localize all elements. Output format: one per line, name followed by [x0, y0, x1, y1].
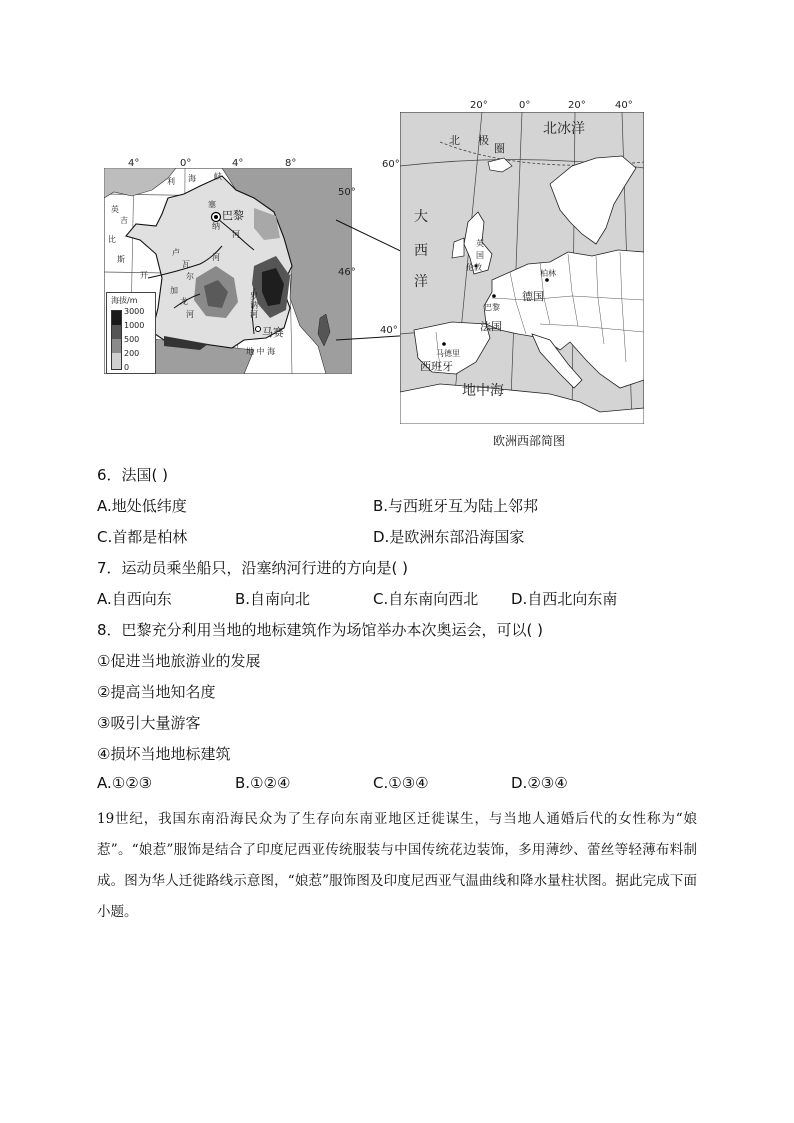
- question-8-option-b[interactable]: B.①②④: [235, 774, 291, 792]
- europe-lon-label: 40°: [615, 100, 633, 111]
- europe-lon-label: 20°: [470, 100, 488, 111]
- france-map-river-label: 河: [232, 230, 240, 239]
- question-8-option-c[interactable]: C.①③④: [373, 774, 429, 792]
- france-map-sea-label: 英: [111, 205, 119, 214]
- arctic-circle-label: 圈: [494, 142, 505, 155]
- elevation-legend-level: 0: [124, 363, 130, 372]
- france-lon-label: 4°: [232, 158, 244, 169]
- arctic-circle-label: 极: [478, 134, 489, 147]
- elevation-legend-level: 1000: [124, 321, 145, 330]
- country-label-france: 法国: [480, 320, 502, 333]
- france-map-river-label: 塞: [208, 200, 216, 209]
- elevation-legend-title: 海拔/m: [111, 296, 138, 305]
- france-lon-label: 8°: [285, 158, 297, 169]
- question-7-option-b[interactable]: B.自南向北: [235, 590, 311, 608]
- country-label-germany: 德国: [522, 290, 544, 303]
- question-6-stem: 6．法国( ): [97, 466, 169, 484]
- question-7-option-a[interactable]: A.自西向东: [97, 590, 172, 608]
- question-7-stem: 7．运动员乘坐船只，沿塞纳河行进的方向是( ): [97, 559, 409, 577]
- france-map-sea-label: 利: [167, 177, 175, 186]
- france-map-river-label: 龙: [180, 297, 188, 306]
- city-label-berlin: 柏林: [540, 269, 556, 278]
- france-map-sea-label: 地 中 海: [246, 347, 276, 356]
- france-map-sea-label: 比: [108, 235, 116, 244]
- europe-map-graphic: [400, 112, 644, 424]
- france-map-river-label: 加: [170, 286, 178, 295]
- europe-lon-label: 0°: [519, 100, 531, 111]
- question-6-option-c[interactable]: C.首都是柏林: [97, 528, 188, 546]
- atlantic-label: 大: [414, 209, 428, 225]
- question-6-option-b[interactable]: B.与西班牙互为陆上邻邦: [373, 497, 539, 515]
- france-map-river-label: 尔: [186, 272, 194, 281]
- elevation-legend-level: 200: [124, 349, 140, 358]
- europe-lat-label: 40°: [380, 325, 398, 336]
- paris-label: 巴黎: [222, 209, 244, 222]
- france-map-sea-label: 吉: [120, 216, 128, 225]
- question-8-statement: ②提高当地知名度: [97, 683, 216, 701]
- question-6-option-d[interactable]: D.是欧洲东部沿海国家: [373, 528, 525, 546]
- france-map-river-label: 河: [186, 310, 194, 319]
- france-lat-label: 46°: [338, 267, 356, 278]
- city-label-london: 伦敦: [466, 263, 482, 272]
- france-map-river-label: 瓦: [182, 260, 190, 269]
- question-8-statement: ④损坏当地地标建筑: [97, 745, 231, 763]
- elevation-legend-level: 500: [124, 335, 140, 344]
- france-map-river-label: 河: [212, 253, 220, 262]
- marseille-label: 马赛: [262, 326, 284, 339]
- question-7-option-d[interactable]: D.自西北向东南: [511, 590, 618, 608]
- city-label-paris: 巴黎: [484, 303, 500, 312]
- france-map-river-label: 卢: [172, 248, 180, 257]
- question-7-option-c[interactable]: C.自东南向西北: [373, 590, 479, 608]
- elevation-legend-level: 3000: [124, 307, 145, 316]
- arctic-circle-label: 北: [449, 134, 460, 147]
- europe-map: [400, 112, 644, 424]
- question-8-stem: 8．巴黎充分利用当地的地标建筑作为场馆举办本次奥运会，可以( ): [97, 621, 544, 639]
- france-map-sea-label: 海: [188, 174, 196, 183]
- atlantic-label: 洋: [414, 274, 428, 290]
- reading-passage: 19世纪，我国东南沿海民众为了生存向东南亚地区迁徙谋生，与当地人通婚后代的女性称为“娘惹”。“娘惹”服饰是结合了印度尼西亚传统服装与中国传统花边装饰，多用薄纱、蕾丝等轻薄布料制成。图为华人迁徙路线示意图，“娘惹”服饰图及印度尼西亚气温曲线和降水量柱状图。据此完成下面小题。: [97, 811, 697, 920]
- question-6-option-a[interactable]: A.地处低纬度: [97, 497, 187, 515]
- france-map-river-label: 纳: [212, 222, 220, 231]
- map-connector-lines: [0, 0, 794, 460]
- mediterranean-label: 地中海: [462, 383, 504, 399]
- country-label-spain: 西班牙: [420, 360, 453, 373]
- country-label-uk: 国: [476, 251, 484, 260]
- france-lon-label: 0°: [180, 158, 192, 169]
- question-8-option-a[interactable]: A.①②③: [97, 774, 153, 792]
- france-lon-label: 4°: [128, 158, 140, 169]
- france-map-sea-label: 斯: [117, 255, 125, 264]
- france-lat-label: 50°: [338, 187, 356, 198]
- city-label-madrid: 马德里: [436, 349, 460, 358]
- france-map-sea-label: 开: [140, 271, 148, 280]
- europe-lon-label: 20°: [568, 100, 586, 111]
- question-8-statement: ①促进当地旅游业的发展: [97, 652, 261, 670]
- arctic-ocean-label: 北冰洋: [543, 121, 585, 137]
- europe-lat-label: 60°: [382, 159, 400, 170]
- atlantic-label: 西: [414, 243, 428, 259]
- country-label-uk: 英: [476, 239, 484, 248]
- france-map-river-label: 罗讷河: [250, 292, 258, 319]
- france-map-sea-label: 峡: [214, 172, 222, 181]
- europe-map-caption: 欧洲西部简图: [493, 434, 566, 448]
- question-8-statement: ③吸引大量游客: [97, 714, 201, 732]
- question-8-option-d[interactable]: D.②③④: [511, 774, 568, 792]
